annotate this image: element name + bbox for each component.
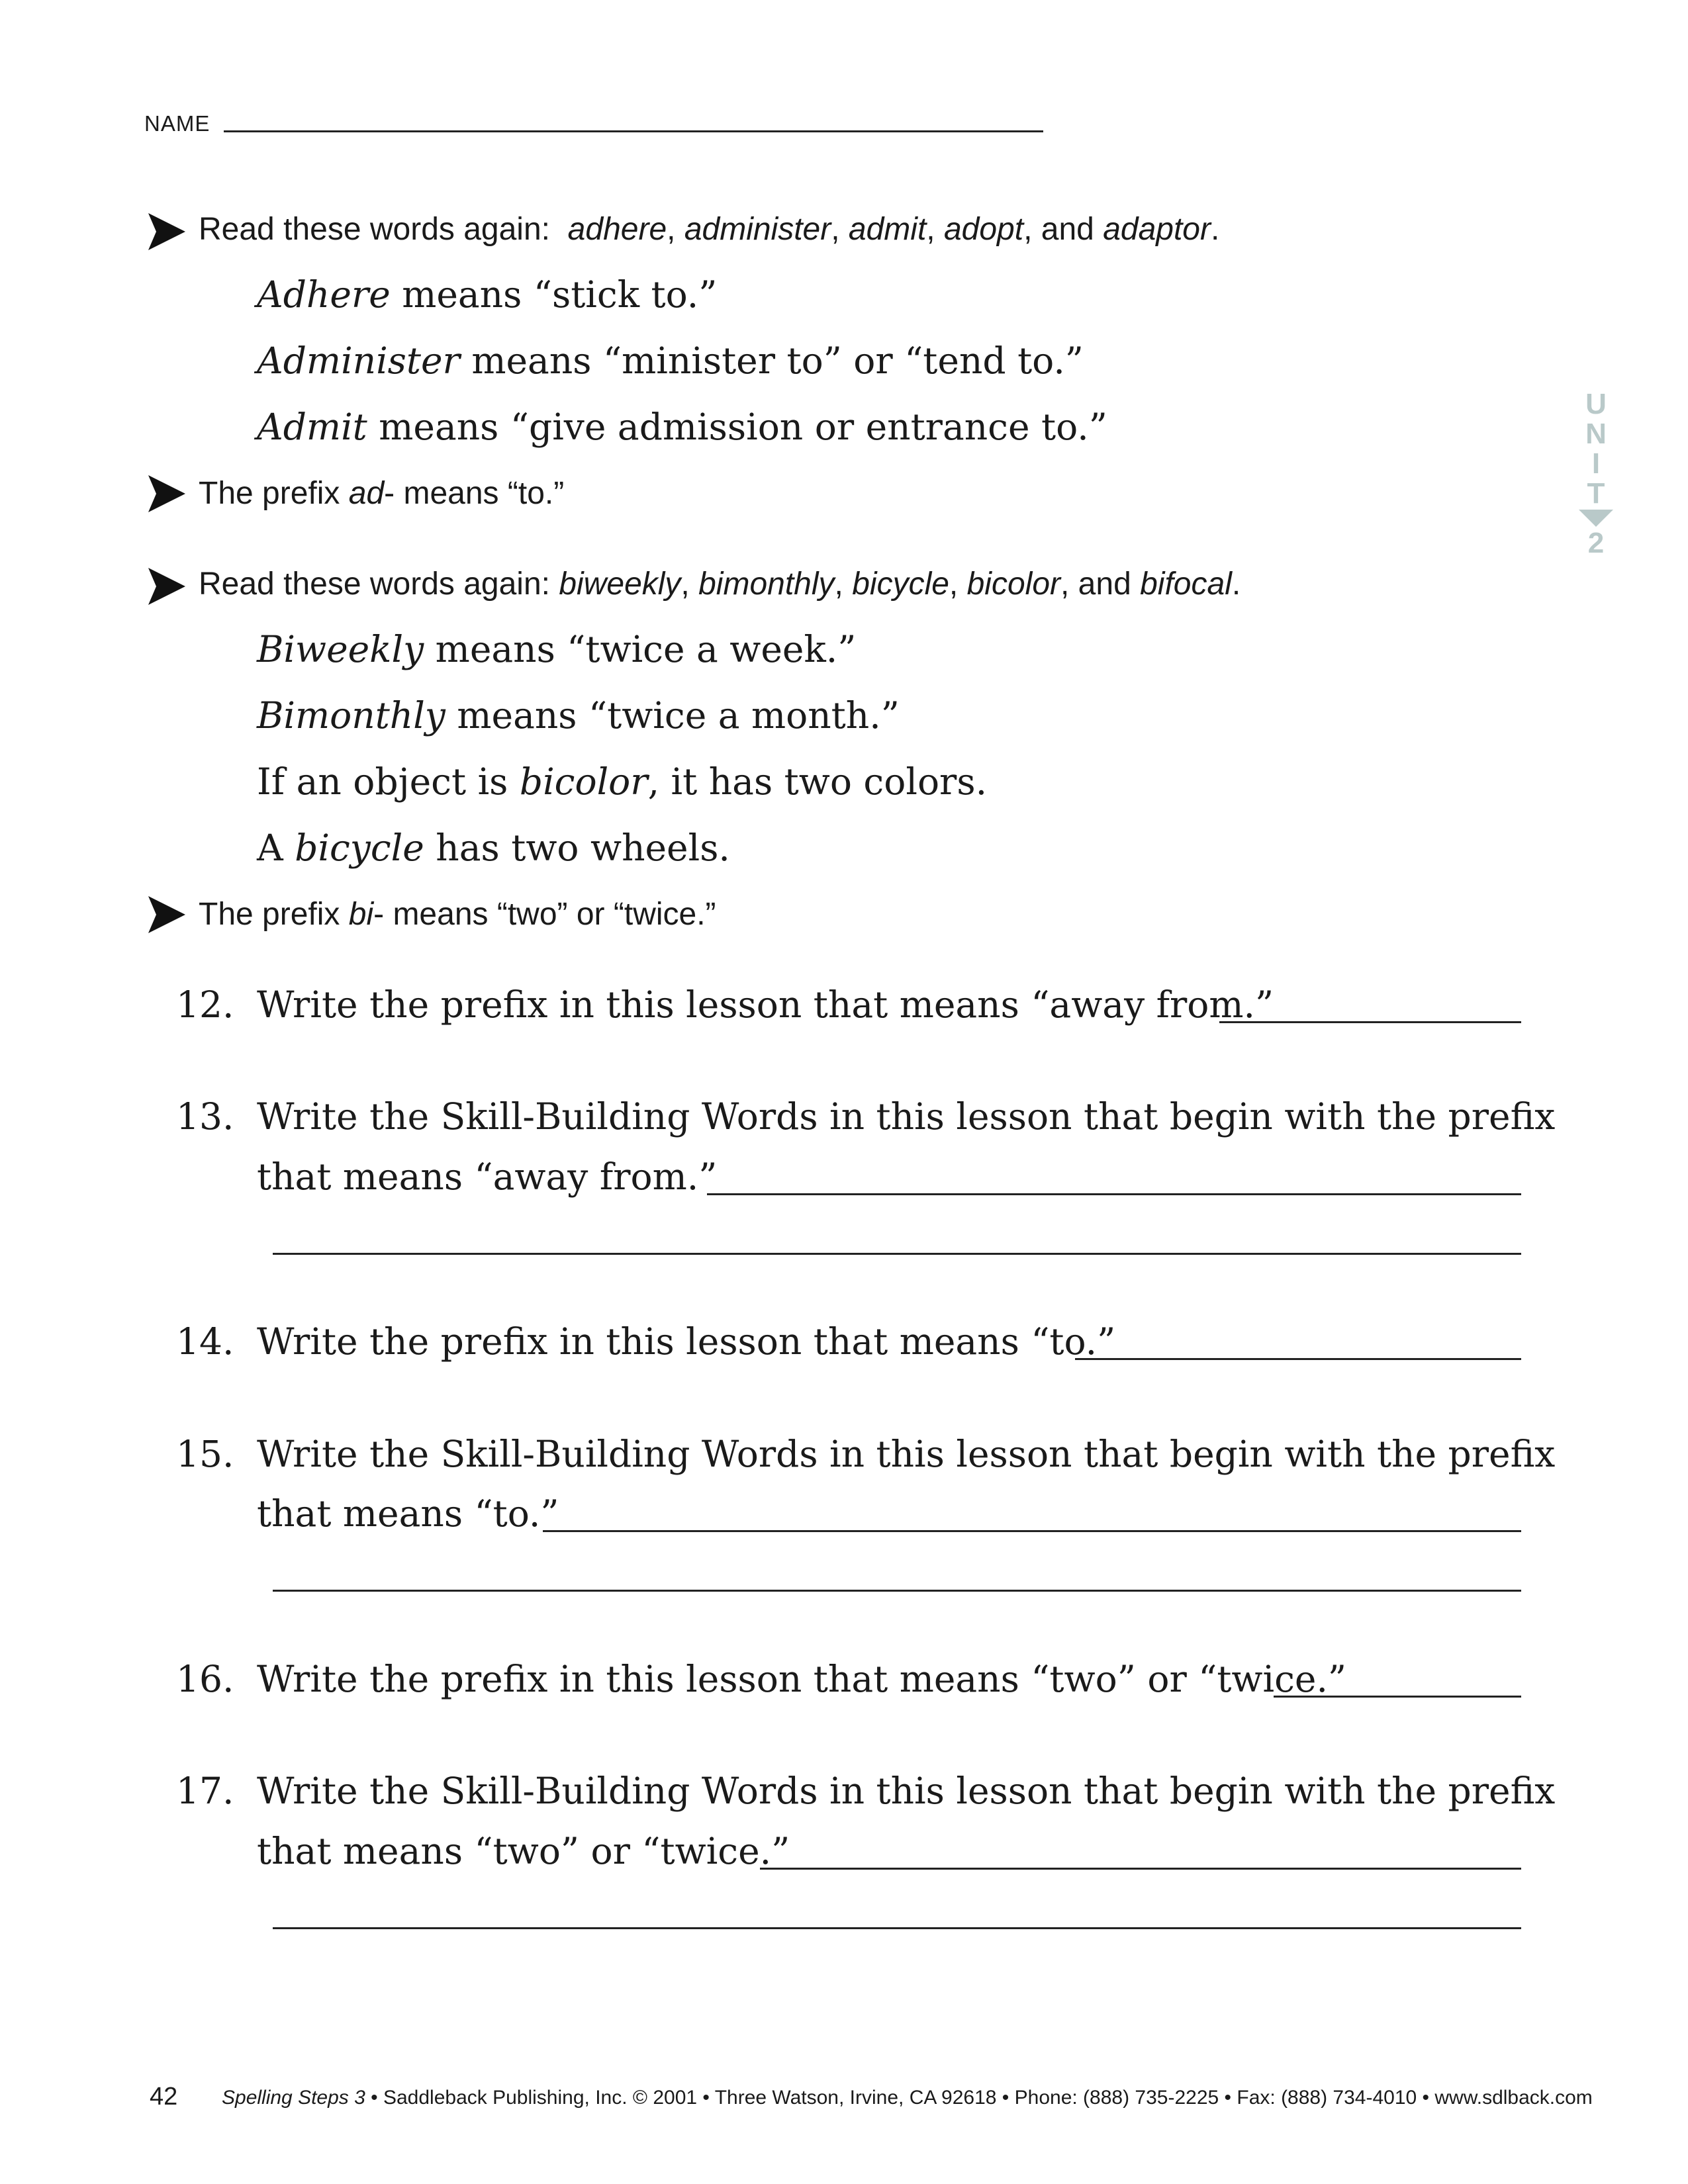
question-number: 15. (176, 1433, 234, 1475)
word: adaptor (1103, 212, 1211, 247)
question-text: that means “to.” (257, 1492, 559, 1535)
answer-line[interactable] (760, 1868, 1521, 1870)
instruction-text: Read these words again: (199, 212, 550, 247)
question-number: 14. (176, 1320, 234, 1363)
arrow-bullet-icon (147, 567, 187, 606)
question-number: 12. (176, 983, 234, 1026)
question-number: 16. (176, 1658, 234, 1700)
question-text: Write the prefix in this lesson that means “two” or “twice.” (257, 1658, 1347, 1700)
definition-line: Admit means “give admission or entrance to.” (257, 406, 1107, 448)
answer-line[interactable] (543, 1530, 1521, 1532)
word: bicolor (966, 567, 1060, 602)
word: biweekly (559, 567, 681, 602)
instruction-text: Read these words again: (199, 567, 550, 602)
unit-letter: U (1585, 388, 1607, 420)
definition-line: A bicycle has two wheels. (257, 827, 730, 869)
question-text: that means “away from.” (257, 1156, 718, 1198)
word: administer (684, 212, 831, 247)
question-text: Write the Skill-Building Words in this lesson that begin with the prefix (257, 1770, 1556, 1812)
question-number: 17. (176, 1770, 234, 1812)
word: bifocal (1140, 567, 1232, 602)
answer-line[interactable] (1075, 1358, 1521, 1360)
unit-tab (1574, 389, 1618, 558)
word: bimonthly (698, 567, 835, 602)
unit-letter: I (1591, 447, 1601, 480)
word: admit (848, 212, 927, 247)
name-field[interactable] (224, 130, 1043, 132)
unit-triangle-icon (1579, 510, 1613, 527)
question-text: Write the prefix in this lesson that means “to.” (257, 1320, 1116, 1363)
definition-line: If an object is bicolor, it has two colors. (257, 760, 988, 803)
name-label: NAME (144, 111, 211, 136)
instruction-ad: Read these words again: adhere, administer, admit, adopt, and adaptor. (199, 212, 1220, 247)
definition-line: Adhere means “stick to.” (257, 273, 718, 316)
prefix-rule-bi: The prefix bi- means “two” or “twice.” (199, 897, 716, 932)
unit-number: 2 (1587, 527, 1605, 559)
answer-line[interactable] (273, 1590, 1521, 1592)
question-text: that means “two” or “twice.” (257, 1830, 790, 1872)
instruction-bi: Read these words again: biweekly, bimonthly, bicycle, bicolor, and bifocal. (199, 567, 1241, 602)
publisher-info: • Saddleback Publishing, Inc. © 2001 • Three Watson, Irvine, CA 92618 • Phone: (888) 735-2225 • Fax: (888) 734-4010 • www.sdlback.com (365, 2087, 1593, 2109)
arrow-bullet-icon (147, 212, 187, 251)
word: bicycle (852, 567, 949, 602)
arrow-bullet-icon (147, 895, 187, 934)
definition-line: Administer means “minister to” or “tend to.” (257, 340, 1084, 382)
footer-citation (222, 2087, 1593, 2109)
question-text: Write the prefix in this lesson that means “away from.” (257, 983, 1274, 1026)
arrow-bullet-icon (147, 474, 187, 514)
question-number: 13. (176, 1095, 234, 1138)
unit-letter: N (1585, 418, 1607, 450)
answer-line[interactable] (1219, 1021, 1521, 1023)
definition-line: Biweekly means “twice a week.” (257, 628, 857, 670)
answer-line[interactable] (1274, 1696, 1521, 1698)
book-title: Spelling Steps 3 (222, 2087, 365, 2109)
word: adopt (943, 212, 1024, 247)
definition-line: Bimonthly means “twice a month.” (257, 694, 900, 737)
question-text: Write the Skill-Building Words in this lesson that begin with the prefix (257, 1095, 1556, 1138)
word: adhere (567, 212, 667, 247)
question-text: Write the Skill-Building Words in this lesson that begin with the prefix (257, 1433, 1556, 1475)
unit-letter: T (1587, 477, 1605, 510)
answer-line[interactable] (273, 1253, 1521, 1255)
page-number: 42 (150, 2083, 178, 2111)
prefix-rule-ad: The prefix ad- means “to.” (199, 476, 565, 511)
answer-line[interactable] (273, 1927, 1521, 1929)
answer-line[interactable] (707, 1193, 1521, 1195)
